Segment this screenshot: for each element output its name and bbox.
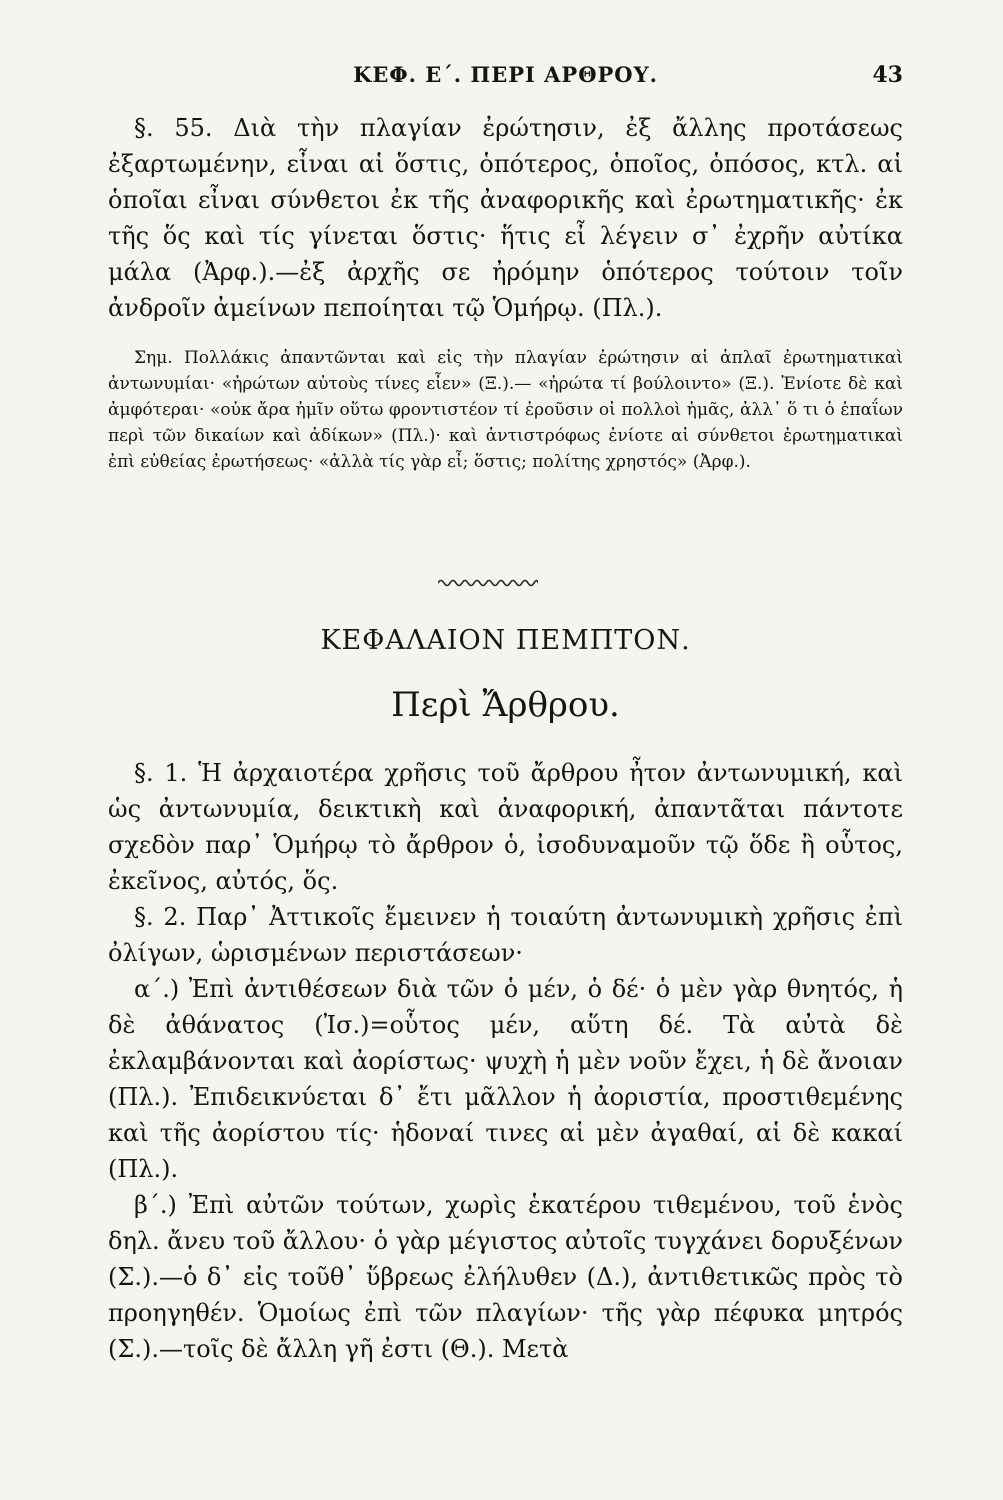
section-title: Περὶ Ἄρθρου. [391,685,620,725]
page-number: 43 [872,62,903,88]
section-55 [108,110,903,326]
note-block [108,345,903,475]
chapter-heading: ΚΕΦΑΛΑΙΟΝ ΠΕΜΠΤΟΝ. [320,625,691,656]
paragraph-55: §. 55. Διὰ τὴν πλαγίαν ἐρώτησιν, ἐξ ἄλλης προτάσεως ἐξαρτωμένην, εἶναι αἱ ὅστις, ὁπότερος, ὁποῖος, ὁπόσος, κτλ. αἱ ὁποῖαι εἶναι σύνθετοι ἐκ τῆς ἀναφορικῆς καὶ ἐρωτηματικῆς· ἐκ τῆς ὅς καὶ τίς γίνεται ὅστις· ἥτις εἶ λέγειν σ᾽ ἐχρῆν αὐτίκα μάλα (Ἀρφ.).—ἐξ ἀρχῆς σε ἠρόμην ὁπότερος τούτοιν τοῖν ἀνδροῖν ἀμείνων πεποίηται τῷ Ὁμήρῳ. (Πλ.). [108,114,903,322]
main-text [108,755,903,1367]
running-head [108,62,903,98]
paragraph-beta: β΄.) Ἐπὶ αὐτῶν τούτων, χωρὶς ἑκατέρου τιθεμένου, τοῦ ἑνὸς δηλ. ἄνευ τοῦ ἄλλου· ὁ γὰρ μέγιστος αὐτοῖς τυγχάνει δορυξένων (Σ.).—ὁ δ᾽ εἰς τοῦθ᾽ ὕβρεως ἐλήλυθεν (Δ.), ἀντιθετικῶς πρὸς τὸ προηγηθέν. Ὁμοίως ἐπὶ τῶν πλαγίων· τῆς γὰρ πέφυκα μητρός (Σ.).—τοῖς δὲ ἄλλη γῆ ἐστι (Θ.). Μετὰ [108,1191,903,1363]
running-title: ΚΕΦ. Ε΄. ΠΕΡΙ ΑΡΘΡΟΥ. [353,62,658,87]
paragraph-alpha: α΄.) Ἐπὶ ἀντιθέσεων διὰ τῶν ὁ μέν, ὁ δέ· ὁ μὲν γὰρ θνητός, ἡ δὲ ἀθάνατος (Ἰσ.)=οὗτος μέν, αὕτη δέ. Τὰ αὐτὰ δὲ ἐκλαμβάνονται καὶ ἀορίστως· ψυχὴ ἡ μὲν νοῦν ἔχει, ἡ δὲ ἄνοιαν (Πλ.). Ἐπιδεικνύεται δ᾽ ἔτι μᾶλλον ἡ ἀοριστία, προστιθεμένης καὶ τῆς ἀορίστου τίς· ἡδοναί τινες αἱ μὲν ἀγαθαί, αἱ δὲ κακαί (Πλ.). [108,975,903,1183]
paragraph-2: §. 2. Παρ᾽ Ἀττικοῖς ἔμεινεν ἡ τοιαύτη ἀντωνυμικὴ χρῆσις ἐπὶ ὀλίγων, ὡρισμένων περιστάσεων· [108,903,903,967]
ornamental-separator [438,576,538,590]
note-paragraph: Σημ. Πολλάκις ἀπαντῶνται καὶ εἰς τὴν πλαγίαν ἐρώτησιν αἱ ἁπλαῖ ἐρωτηματικαὶ ἀντωνυμίαι· «ἠρώτων αὐτοὺς τίνες εἶεν» (Ξ.).— «ἠρώτα τί βούλοιντο» (Ξ.). Ἐνίοτε δὲ καὶ ἀμφότεραι· «οὐκ ἄρα ἡμῖν οὕτω φροντιστέον τί ἐροῦσιν οἱ πολλοὶ ἡμᾶς, ἀλλ᾽ ὅ τι ὁ ἐπαΐων περὶ τῶν δικαίων καὶ ἀδίκων» (Πλ.)· καὶ ἀντιστρόφως ἐνίοτε αἱ σύνθετοι ἐρωτηματικαὶ ἐπὶ εὐθείας ἐρωτήσεως· «ἀλλὰ τίς γὰρ εἶ; ὅστις; πολίτης χρηστός» (Ἀρφ.). [108,348,903,472]
paragraph-1: §. 1. Ἡ ἀρχαιοτέρα χρῆσις τοῦ ἄρθρου ἦτον ἀντωνυμική, καὶ ὡς ἀντωνυμία, δεικτικὴ καὶ ἀναφορική, ἀπαντᾶται πάντοτε σχεδὸν παρ᾽ Ὁμήρῳ τὸ ἄρθρον ὁ, ἰσοδυναμοῦν τῷ ὅδε ἢ οὗτος, ἐκεῖνος, αὐτός, ὅς. [108,759,903,895]
